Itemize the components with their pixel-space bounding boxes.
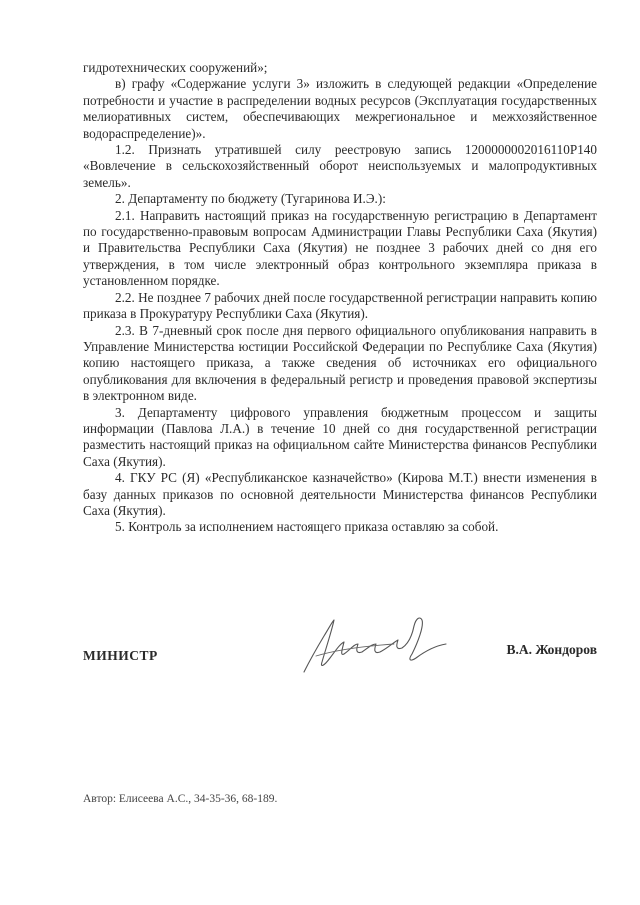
paragraph-3: 1.2. Признать утратившей силу реестровую запись 1200000002016110P140 «Вовлечение в сельскохозяйственный оборот неиспользуемых и малопродуктивных земель». xyxy=(83,142,597,190)
signatory-name: В.А. Жондоров xyxy=(506,642,597,657)
paragraph-7: 2.3. В 7-дневный срок после дня первого официального опубликования направить в Управление Министерства юстиции Российской Федерации по Республике Саха (Якутия) копию настоящего приказа, а также сведения об источниках его официального опубликования для включения в федеральный регистр и проведения правовой экспертизы в электронном виде. xyxy=(83,322,597,404)
author-footer: Автор: Елисеева А.С., 34-35-36, 68-189. xyxy=(83,793,278,805)
paragraph-2: в) графу «Содержание услуги 3» изложить в следующей редакции «Определение потребности и участие в распределении водных ресурсов (Эксплуатация государственных мелиоративных систем, обеспечивающих межрегиональное и межхозяйственное водораспределение)». xyxy=(83,76,597,141)
paragraph-10: 5. Контроль за исполнением настоящего приказа оставляю за собой. xyxy=(115,519,499,535)
paragraph-9: 4. ГКУ РС (Я) «Республиканское казначейство» (Кирова М.Т.) внести изменения в базу данных приказов по основной деятельности Министерства финансов Республики Саха (Якутия). xyxy=(83,470,597,518)
paragraph-8: 3. Департаменту цифрового управления бюджетным процессом и защиты информации (Павлова Л.А.) в течение 10 дней со дня государственной регистрации разместить настоящий приказ на официальном сайте Министерства финансов Республики Саха (Якутия). xyxy=(83,404,597,469)
paragraph-4: 2. Департаменту по бюджету (Тугаринова И.Э.): xyxy=(115,191,386,207)
signatory-title: МИНИСТР xyxy=(83,648,158,663)
paragraph-1: гидротехнических сооружений»; xyxy=(83,60,268,75)
signature-block xyxy=(83,642,597,662)
paragraph-6: 2.2. Не позднее 7 рабочих дней после государственной регистрации направить копию приказа в Прокуратуру Республики Саха (Якутия). xyxy=(83,289,597,322)
paragraph-5: 2.1. Направить настоящий приказ на государственную регистрацию в Департамент по государственно-правовым вопросам Администрации Главы Республики Саха (Якутия) и Правительства Республики Саха (Якутия) не позднее 3 рабочих дней со дня его утверждения, в том числе электронный образ контрольного экземпляра приказа в установленном порядке. xyxy=(83,207,597,289)
document-body xyxy=(83,60,597,536)
